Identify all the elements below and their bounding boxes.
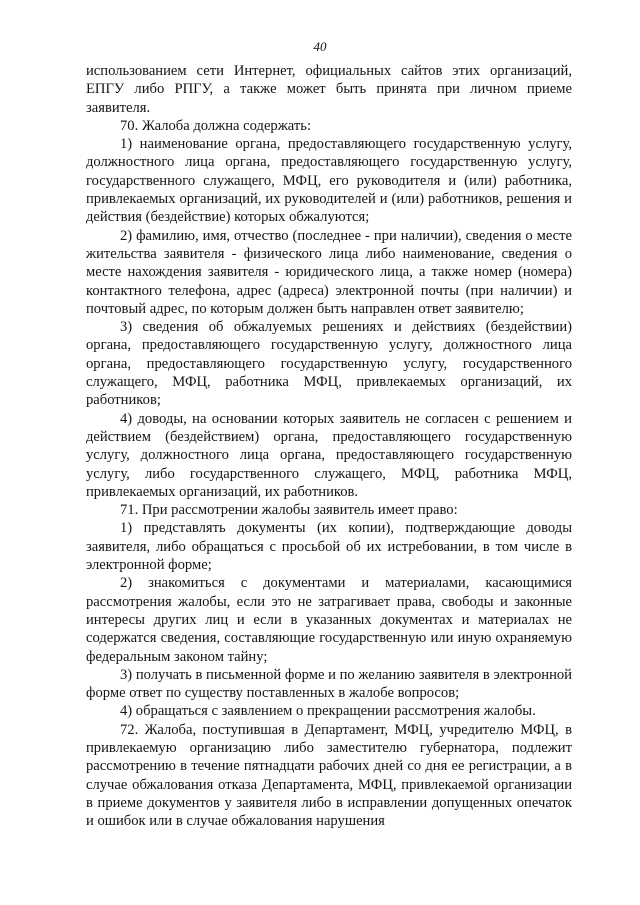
section-70-heading: 70. Жалоба должна содержать: xyxy=(120,117,311,134)
document-body xyxy=(86,62,572,830)
section-71-heading: 71. При рассмотрении жалобы заявитель имеет право: xyxy=(120,502,458,519)
paragraph-continuation: использованием сети Интернет, официальных сайтов этих организаций, ЕПГУ либо РПГУ, а также может быть принята при личном приеме заявителя. xyxy=(86,63,572,116)
section-70-item-1: 1) наименование органа, предоставляющего государственную услугу, должностного лица органа, предоставляющего государственную услугу, государственного служащего, МФЦ, его руководителя и (или) работника, привлекаемых организаций, их руководителей и (или) работников, решения и действия (бездействие) которых обжалуются; xyxy=(86,136,572,226)
section-71-item-2: 2) знакомиться с документами и материалами, касающимися рассмотрения жалобы, если это не затрагивает права, свободы и законные интересы других лиц и если в указанных документах и материалах не содержатся сведения, составляющие государственную или иную охраняемую федеральным законом тайну; xyxy=(86,575,572,665)
section-71-item-3: 3) получать в письменной форме и по желанию заявителя в электронной форме ответ по существу поставленных в жалобе вопросов; xyxy=(86,666,572,702)
section-71-item-4: 4) обращаться с заявлением о прекращении рассмотрения жалобы. xyxy=(120,703,536,720)
section-70-item-3: 3) сведения об обжалуемых решениях и действиях (бездействии) органа, предоставляющего государственную услугу, должностного лица органа, предоставляющего государственную услугу, государственного служащего, МФЦ, работника МФЦ, привлекаемых организаций, их работников; xyxy=(86,319,572,409)
section-72-paragraph: 72. Жалоба, поступившая в Департамент, МФЦ, учредителю МФЦ, в привлекаемую организацию либо заместителю губернатора, подлежит рассмотрению в течение пятнадцати рабочих дней со дня ее регистрации, а в случае обжалования отказа Департамента, МФЦ, привлекаемой организации в приеме документов у заявителя либо в исправлении допущенных опечаток и ошибок или в случае обжалования нарушения xyxy=(86,721,572,830)
section-71-item-1: 1) представлять документы (их копии), подтверждающие доводы заявителя, либо обращаться с просьбой об их истребовании, в том числе в электронной форме; xyxy=(86,520,572,574)
page-number: 40 xyxy=(313,39,327,54)
section-70-item-4: 4) доводы, на основании которых заявитель не согласен с решением и действием (бездействием) органа, предоставляющего государственную услугу, должностного лица органа, предоставляющего государственную услугу, либо государственного служащего, МФЦ, работника МФЦ, привлекаемых организаций, их работников. xyxy=(86,410,572,500)
section-70-item-2: 2) фамилию, имя, отчество (последнее - при наличии), сведения о месте жительства заявителя - физического лица либо наименование, сведения о месте нахождения заявителя - юридического лица, а также номер (номера) контактного телефона, адрес (адреса) электронной почты (при наличии) и почтовый адрес, по которым должен быть направлен ответ заявителю; xyxy=(86,227,572,317)
